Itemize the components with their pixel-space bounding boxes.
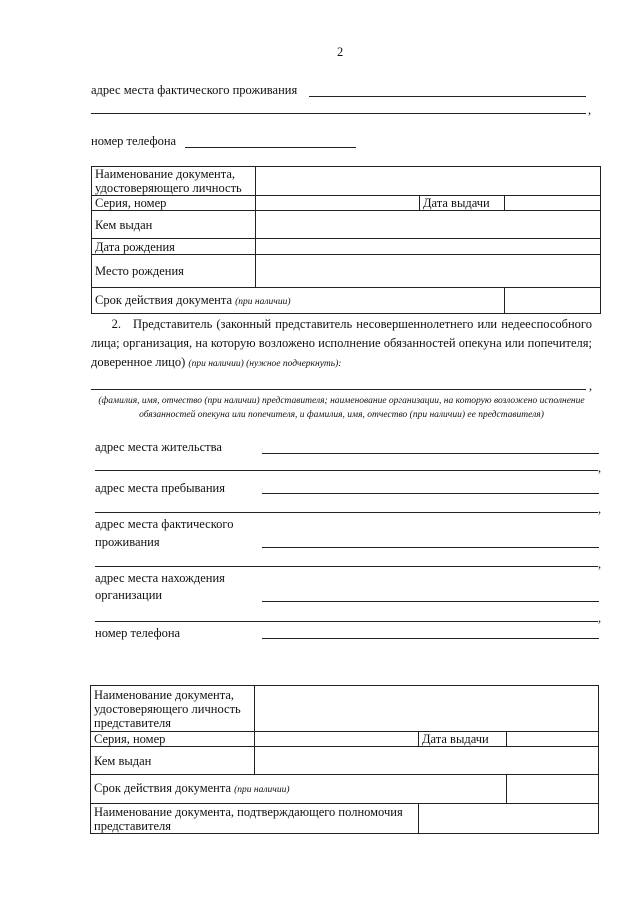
rep-validity-value[interactable]: [507, 775, 599, 804]
residence-line-2[interactable]: [95, 470, 598, 471]
rep-doc-name-cell: Наименование документа, удостоверяющего личность представителя: [91, 686, 255, 732]
page-number: 2: [337, 45, 344, 59]
actual-address-line[interactable]: [309, 96, 586, 97]
validity-label: Срок действия документа: [95, 292, 233, 307]
rep-validity-note: (при наличии): [234, 785, 290, 795]
series-number-cell: Серия, номер: [92, 196, 256, 211]
representative-name-line[interactable]: [91, 389, 586, 390]
residence-label: адрес места жительства: [95, 440, 222, 454]
birth-place-value[interactable]: [256, 255, 601, 288]
org-label-1: адрес места нахождения: [95, 571, 225, 585]
validity-note: (при наличии): [235, 296, 291, 307]
birth-place-cell: Место рождения: [92, 255, 256, 288]
comma: ,: [589, 379, 593, 393]
applicant-phone-line[interactable]: [185, 147, 356, 148]
applicant-id-table: [91, 166, 601, 314]
rep-series-number-cell: Серия, номер: [91, 732, 255, 747]
org-label-2: организации: [95, 588, 163, 602]
comma: ,: [598, 557, 602, 571]
series-number-value[interactable]: [256, 196, 420, 211]
paragraph-note: (при наличии) (нужное подчеркнуть):: [188, 359, 342, 369]
authority-doc-cell: Наименование документа, подтверждающего полномочия представителя: [91, 804, 419, 834]
doc-name-value[interactable]: [256, 167, 601, 196]
comma: ,: [588, 103, 592, 117]
paragraph-text: Представитель (законный представитель несовершеннолетнего или недееспособного лица; организация, на которую возложено исполнение обязанностей опекуна или попечителя; доверенное лицо): [91, 317, 592, 369]
rep-validity-cell: [91, 775, 507, 804]
applicant-phone-label: номер телефона: [91, 134, 177, 148]
rep-issued-by-cell: Кем выдан: [91, 747, 255, 775]
comma: ,: [598, 502, 602, 516]
representative-phone-line[interactable]: [262, 638, 599, 639]
stay-line[interactable]: [262, 493, 599, 494]
org-line[interactable]: [262, 601, 599, 602]
actual-address-line-2[interactable]: [91, 113, 586, 114]
residence-line[interactable]: [262, 453, 599, 454]
actual-label-2: проживания: [95, 535, 160, 549]
rep-validity-label: Срок действия документа: [94, 781, 232, 795]
org-line-2[interactable]: [95, 621, 598, 622]
issued-by-cell: Кем выдан: [92, 211, 256, 239]
issued-by-value[interactable]: [256, 211, 601, 239]
comma: ,: [598, 461, 602, 475]
comma: ,: [598, 611, 602, 625]
validity-cell: [92, 288, 505, 314]
rep-issue-date-value[interactable]: [507, 732, 599, 747]
stay-label: адрес места пребывания: [95, 481, 225, 495]
rep-doc-name-value[interactable]: [255, 686, 599, 732]
issue-date-cell: Дата выдачи: [420, 196, 505, 211]
stay-line-2[interactable]: [95, 512, 598, 513]
actual-line[interactable]: [262, 547, 599, 548]
representative-id-table: [90, 685, 599, 834]
rep-series-number-value[interactable]: [255, 732, 419, 747]
paragraph-number: 2.: [111, 317, 121, 331]
rep-issue-date-cell: Дата выдачи: [419, 732, 507, 747]
validity-value[interactable]: [505, 288, 601, 314]
authority-doc-value[interactable]: [419, 804, 599, 834]
representative-phone-label: номер телефона: [95, 626, 181, 640]
rep-issued-by-value[interactable]: [255, 747, 599, 775]
actual-address-label: адрес места фактического проживания: [91, 83, 298, 97]
representative-paragraph: [91, 315, 592, 374]
birth-date-value[interactable]: [256, 239, 601, 255]
birth-date-cell: Дата рождения: [92, 239, 256, 255]
actual-label-1: адрес места фактического: [95, 517, 234, 531]
issue-date-value[interactable]: [505, 196, 601, 211]
actual-line-2[interactable]: [95, 566, 598, 567]
doc-name-cell: Наименование документа, удостоверяющего личность: [92, 167, 256, 196]
representative-caption: (фамилия, имя, отчество (при наличии) представителя; наименование организации, на которую возложено исполнение обязанностей опекуна или попечителя, и фамилия, имя, отчество (при наличии) ее представителя): [98, 396, 585, 420]
